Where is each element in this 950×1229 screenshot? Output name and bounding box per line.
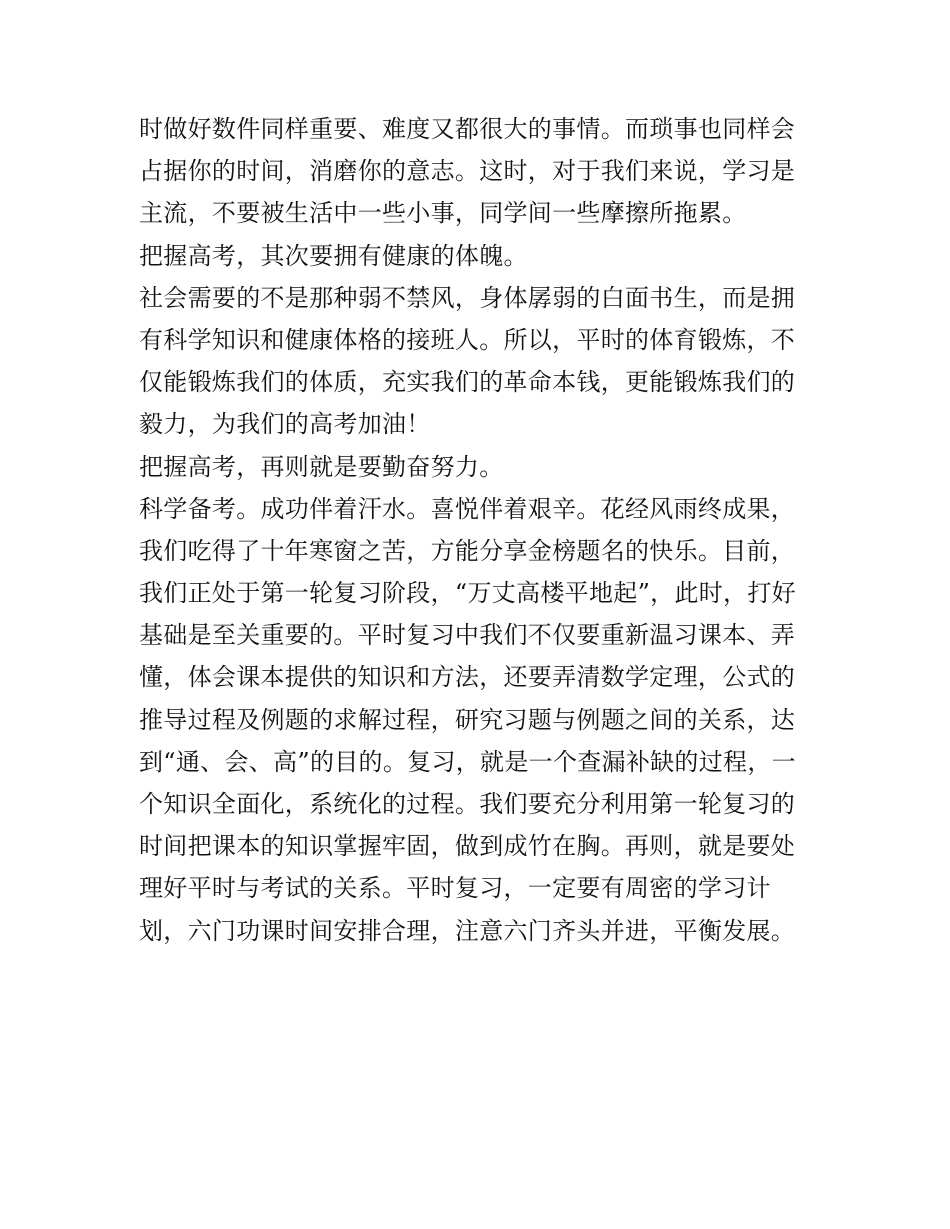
text-line: 划，六门功课时间安排合理，注意六门齐头并进，平衡发展。 (139, 916, 796, 945)
text-line: 我们正处于第一轮复习阶段，“万丈高楼平地起”，此时，打好 (139, 579, 796, 608)
text-line: 占据你的时间，消磨你的意志。这时，对于我们来说，学习是 (139, 157, 796, 186)
text-line: 个知识全面化，系统化的过程。我们要充分利用第一轮复习的 (139, 790, 796, 818)
text-line: 时间把课本的知识掌握牢固，做到成竹在胸。再则，就是要处 (139, 832, 796, 861)
text-line: 主流，不要被生活中一些小事，同学间一些摩擦所拖累。 (139, 199, 747, 228)
text-line: 社会需要的不是那种弱不禁风，身体孱弱的白面书生，而是拥 (139, 283, 796, 312)
text-line: 把握高考，其次要拥有健康的体魄。 (139, 241, 528, 270)
text-line: 基础是至关重要的。平时复习中我们不仅要重新温习课本、弄 (139, 621, 796, 650)
text-line: 把握高考，再则就是要勤奋努力。 (139, 452, 504, 481)
text-line: 懂，体会课本提供的知识和方法，还要弄清数学定理，公式的 (139, 663, 796, 692)
text-line: 有科学知识和健康体格的接班人。所以，平时的体育锻炼，不 (139, 325, 796, 354)
text-line: 毅力，为我们的高考加油！ (139, 410, 431, 439)
text-line: 到“通、会、高”的目的。复习，就是一个查漏补缺的过程，一 (139, 747, 796, 776)
text-line: 我们吃得了十年寒窗之苦，方能分享金榜题名的快乐。目前， (139, 536, 796, 565)
text-line: 科学备考。成功伴着汗水。喜悦伴着艰辛。花经风雨终成果， (139, 494, 796, 523)
text-line: 理好平时与考试的关系。平时复习，一定要有周密的学习计 (139, 874, 771, 903)
text-line: 仅能锻炼我们的体质，充实我们的革命本钱，更能锻炼我们的 (139, 368, 796, 397)
document-body (139, 108, 829, 952)
text-line: 时做好数件同样重要、难度又都很大的事情。而琐事也同样会 (139, 115, 796, 143)
text-line: 推导过程及例题的求解过程，研究习题与例题之间的关系，达 (139, 705, 796, 734)
